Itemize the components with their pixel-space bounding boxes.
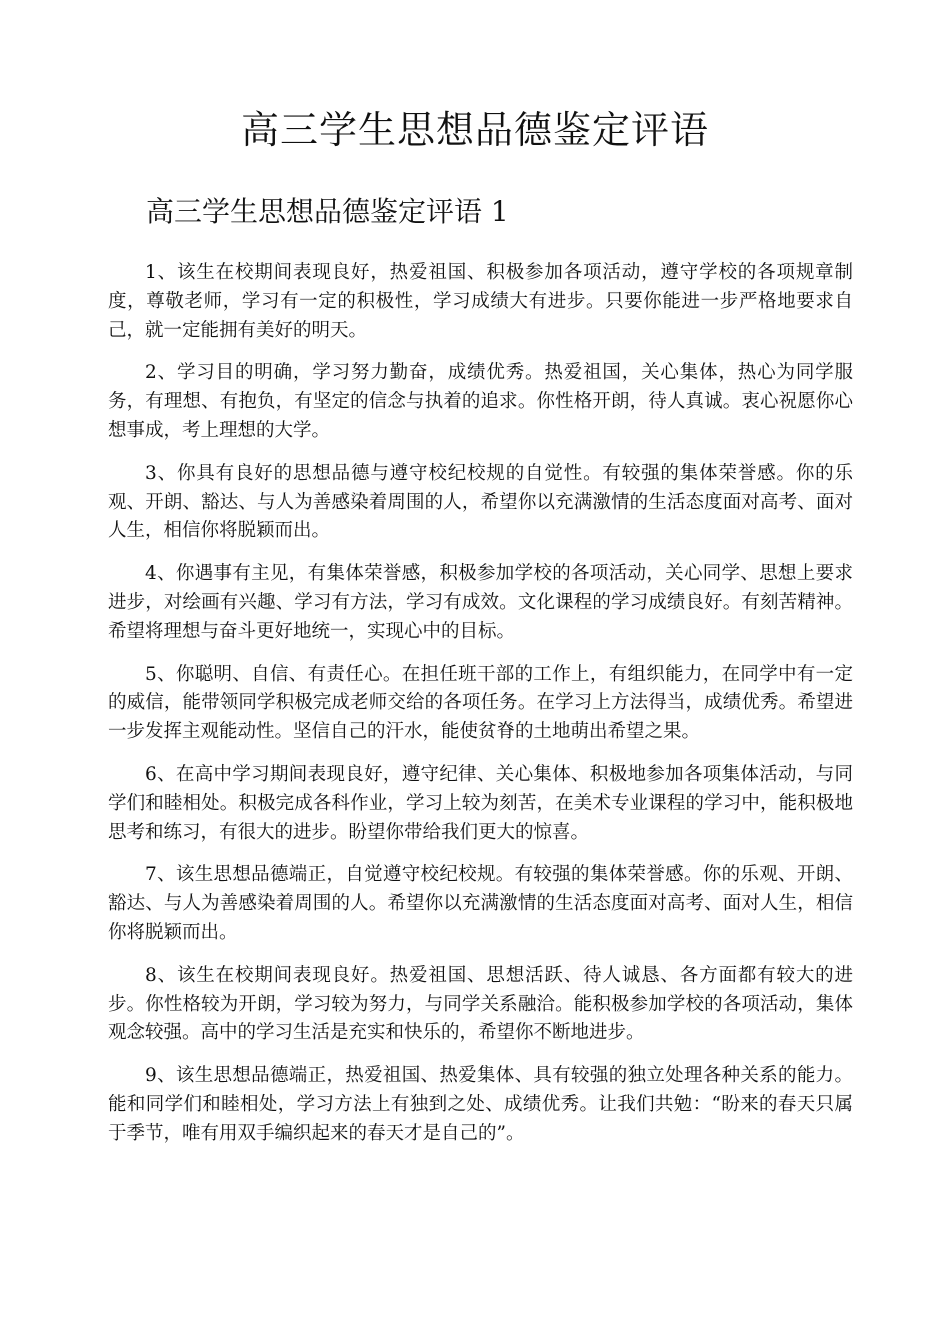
document-title: 高三学生思想品德鉴定评语 bbox=[240, 108, 709, 152]
paragraph-7: 7、该生思想品德端正，自觉遵守校纪校规。有较强的集体荣誉感。你的乐观、开朗、豁达、与人为善感染着周围的人。希望你以充满激情的生活态度面对高考、面对人生，相信你将脱颖而出。 bbox=[108, 864, 853, 943]
paragraph-3: 3、你具有良好的思想品德与遵守校纪校规的自觉性。有较强的集体荣誉感。你的乐观、开朗、豁达、与人为善感染着周围的人，希望你以充满激情的生活态度面对高考、面对人生，相信你将脱颖而出。 bbox=[108, 462, 853, 542]
paragraph-4: 4、你遇事有主见，有集体荣誉感，积极参加学校的各项活动，关心同学、思想上要求进步，对绘画有兴趣、学习有方法，学习有成效。文化课程的学习成绩良好。有刻苦精神。希望将理想与奋斗更好地统一，实现心中的目标。 bbox=[108, 563, 853, 642]
paragraph-8: 8、该生在校期间表现良好。热爱祖国、思想活跃、待人诚恳、各方面都有较大的进步。你性格较为开朗，学习较为努力，与同学关系融洽。能积极参加学校的各项活动，集体观念较强。高中的学习生活是充实和快乐的，希望你不断地进步。 bbox=[108, 964, 853, 1044]
paragraph-9: 9、该生思想品德端正，热爱祖国、热爱集体、具有较强的独立处理各种关系的能力。能和同学们和睦相处，学习方法上有独到之处、成绩优秀。让我们共勉：“盼来的春天只属于季节，唯有用双手编织起来的春天才是自己的”。 bbox=[108, 1065, 853, 1144]
paragraph-1: 1、该生在校期间表现良好，热爱祖国、积极参加各项活动，遵守学校的各项规章制度，尊敬老师，学习有一定的积极性，学习成绩大有进步。只要你能进一步严格地要求自己，就一定能拥有美好的明天。 bbox=[108, 262, 853, 341]
paragraph-2: 2、学习目的明确，学习努力勤奋，成绩优秀。热爱祖国，关心集体，热心为同学服务，有理想、有抱负，有坚定的信念与执着的追求。你性格开朗，待人真诚。衷心祝愿你心想事成，考上理想的大学。 bbox=[108, 362, 853, 441]
document-body bbox=[108, 259, 853, 1163]
paragraph-6: 6、在高中学习期间表现良好，遵守纪律、关心集体、积极地参加各项集体活动，与同学们和睦相处。积极完成各科作业，学习上较为刻苦，在美术专业课程的学习中，能积极地思考和练习，有很大的进步。盼望你带给我们更大的惊喜。 bbox=[108, 763, 853, 843]
section-heading: 高三学生思想品德鉴定评语 1 bbox=[146, 195, 509, 228]
paragraph-5: 5、你聪明、自信、有责任心。在担任班干部的工作上，有组织能力，在同学中有一定的威信，能带领同学积极完成老师交给的各项任务。在学习上方法得当，成绩优秀。希望进一步发挥主观能动性。坚信自己的汗水，能使贫脊的土地萌出希望之果。 bbox=[108, 663, 853, 743]
